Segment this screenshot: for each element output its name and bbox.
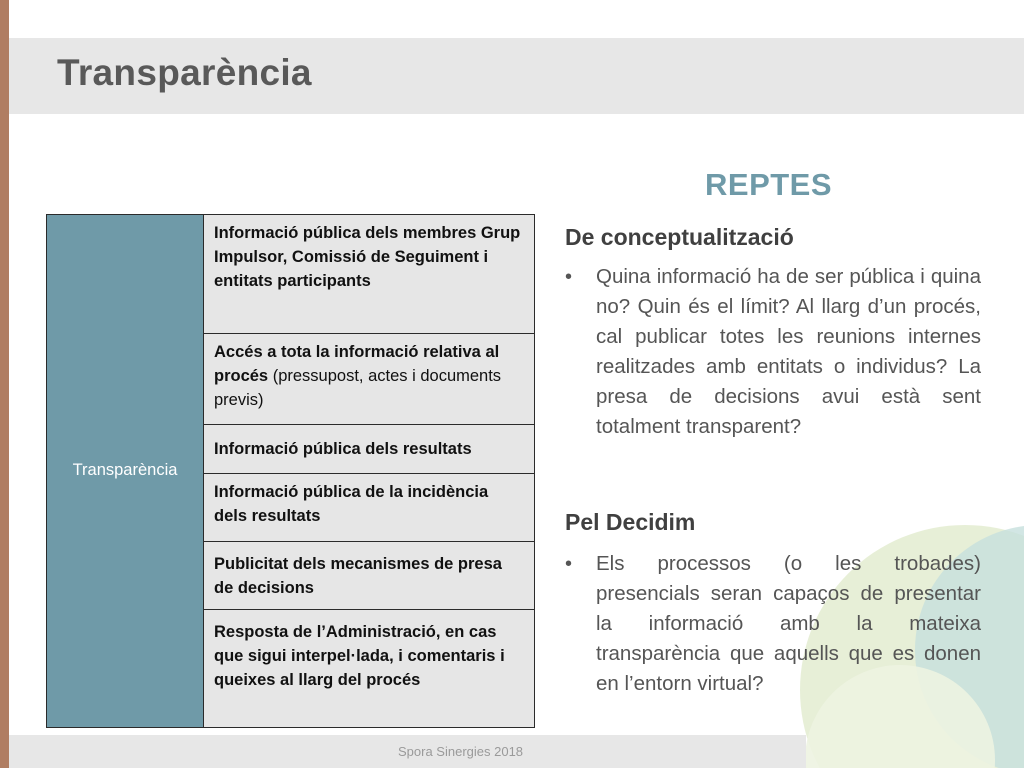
table-cell [204,334,534,425]
challenges-heading: REPTES [705,167,833,202]
cell-bold-text: Accés a tota la informació relativa al procés [214,343,500,385]
bullet-decidim [565,549,981,699]
table-row-header [47,215,204,727]
cell-normal-text: (pressupost, actes i documents previs) [214,367,502,409]
table-cell [204,215,534,334]
transparency-table [46,214,535,728]
cell-bold-text: Publicitat dels mecanismes de presa de decisions [214,555,502,597]
bullet-conceptualization [565,262,981,442]
slide-title: Transparència [57,52,312,93]
footer-text: Spora Sinergies 2018 [398,744,524,759]
bullet-text: Quina informació ha de ser pública i quina no? Quin és el límit? Al llarg d’un procés, cal publicar totes les reunions internes realitzades amb entitats o individus? La presa de decisions avui està sent totalment transparent? [596,265,981,438]
section-title-decidim: Pel Decidim [565,509,696,535]
section-title-conceptualization: De conceptualització [565,224,794,250]
bullet-marker: • [565,553,573,575]
bullet-text: Els processos (o les trobades) presencials seran capaços de presentar la informació amb la mateixa transparència que aquells que es donen en l’entorn virtual? [596,552,981,695]
row-header-label: Transparència [72,460,178,479]
bullet-marker: • [565,266,573,288]
table-cell [204,542,534,610]
cell-bold-text: Informació pública de la incidència dels resultats [214,483,489,525]
table-cell [204,610,534,727]
cell-bold-text: Informació pública dels resultats [214,440,472,458]
cell-bold-text: Informació pública dels membres Grup Impulsor, Comissió de Seguiment i entitats participants [214,224,521,290]
cell-bold-text: Resposta de l’Administració, en cas que sigui interpel·lada, i comentaris i queixes al llarg del procés [214,623,505,689]
table-cell [204,474,534,542]
table-cell [204,425,534,474]
